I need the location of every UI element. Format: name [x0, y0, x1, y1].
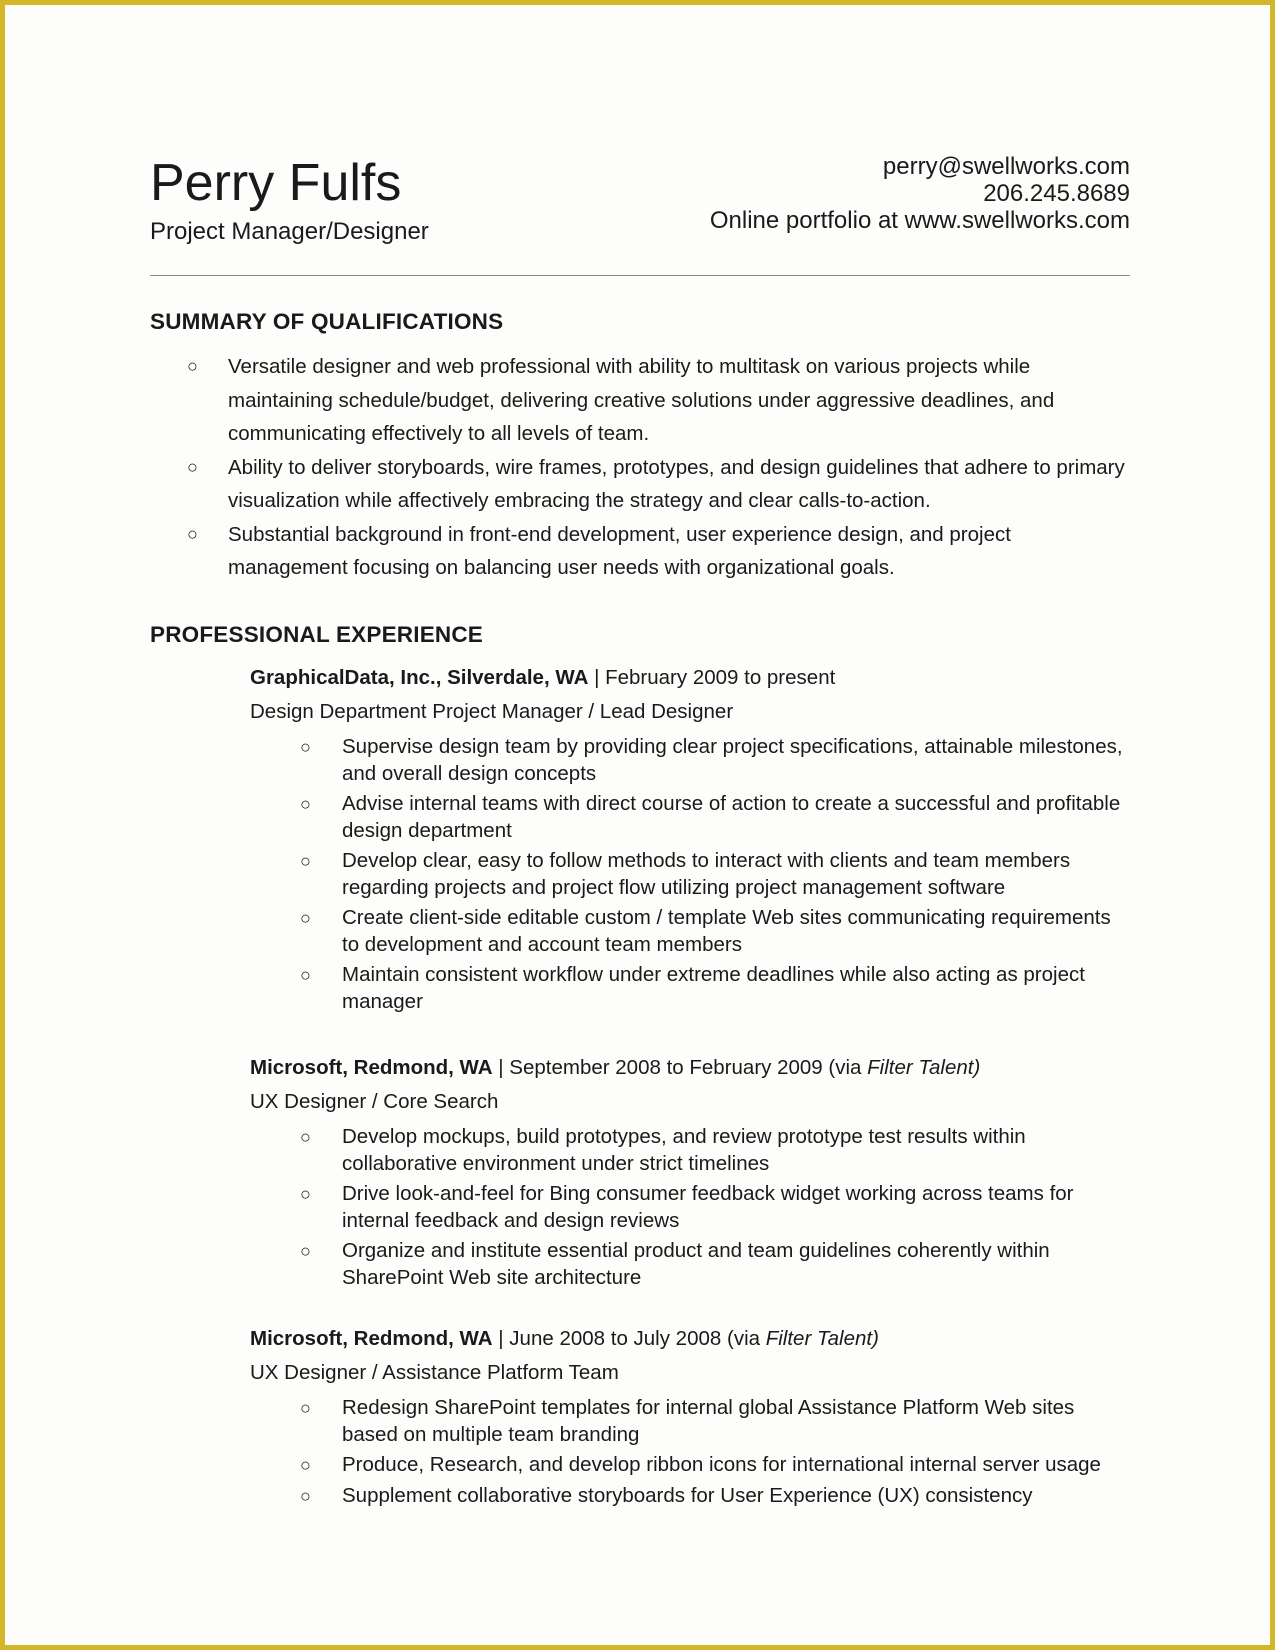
duty-text: Supplement collaborative storyboards for User Experience (UX) consistency	[342, 1483, 1033, 1507]
job-company: Microsoft, Redmond, WA	[250, 1327, 493, 1350]
duty-item	[250, 1124, 1130, 1177]
duty-item	[250, 962, 1130, 1015]
circle-bullet-icon: ○	[187, 356, 198, 376]
duty-item	[250, 734, 1130, 787]
duty-item	[250, 1483, 1130, 1510]
summary-item	[150, 350, 1130, 451]
duty-text: Advise internal teams with direct course of action to create a successful and profitable design department	[342, 792, 1121, 842]
job-header	[250, 664, 1130, 692]
job-dates: | February 2009 to present	[588, 666, 836, 689]
duty-text: Develop mockups, build prototypes, and review prototype test results within collaborative environment under strict timelines	[342, 1125, 1026, 1175]
summary-item	[150, 451, 1130, 518]
duty-item	[250, 1395, 1130, 1448]
job-title: UX Designer / Assistance Platform Team	[250, 1361, 619, 1384]
candidate-name: Perry Fulfs	[150, 154, 402, 212]
circle-bullet-icon: ○	[300, 1485, 311, 1506]
duty-text: Supervise design team by providing clear project specifications, attainable milestones, and overall design concepts	[342, 735, 1123, 785]
job-duties	[250, 734, 1130, 1015]
job-company: Microsoft, Redmond, WA	[250, 1056, 493, 1079]
duty-text: Redesign SharePoint templates for internal global Assistance Platform Web sites based on multiple team branding	[342, 1396, 1075, 1446]
circle-bullet-icon: ○	[300, 737, 311, 757]
job-entry	[250, 1054, 1130, 1295]
duty-text: Drive look-and-feel for Bing consumer feedback widget working across teams for internal feedback and design reviews	[342, 1182, 1074, 1232]
circle-bullet-icon: ○	[300, 1241, 311, 1261]
duty-item	[250, 905, 1130, 958]
circle-bullet-icon: ○	[300, 965, 311, 985]
job-via: Filter Talent)	[867, 1056, 981, 1079]
duty-text: Create client-side editable custom / template Web sites communicating requirements to development and account team members	[342, 906, 1111, 956]
circle-bullet-icon: ○	[187, 456, 198, 477]
summary-item-text: Versatile designer and web professional with ability to multitask on various projects while maintaining schedule/budget, delivering creative solutions under aggressive deadlines, and communicating effectively to all levels of team.	[228, 355, 1055, 445]
job-dates: | June 2008 to July 2008 (via	[492, 1327, 766, 1350]
duty-item	[250, 848, 1130, 901]
circle-bullet-icon: ○	[300, 1455, 311, 1475]
duty-text: Organize and institute essential product and team guidelines coherently within SharePoint Web site architecture	[342, 1239, 1050, 1289]
circle-bullet-icon: ○	[300, 794, 311, 814]
circle-bullet-icon: ○	[300, 1184, 311, 1204]
job-duties	[250, 1395, 1130, 1509]
job-duties	[250, 1124, 1130, 1291]
contact-portfolio[interactable]: Online portfolio at www.swellworks.com	[709, 207, 1130, 234]
job-title: UX Designer / Core Search	[250, 1090, 499, 1113]
job-company: GraphicalData, Inc., Silverdale, WA	[250, 666, 589, 689]
job-entry	[250, 1325, 1130, 1513]
job-header	[250, 1325, 1130, 1353]
duty-item	[250, 1181, 1130, 1234]
circle-bullet-icon: ○	[187, 523, 198, 544]
job-header	[250, 1054, 1130, 1082]
candidate-role: Project Manager/Designer	[150, 218, 429, 245]
resume-page	[5, 5, 1270, 1645]
circle-bullet-icon: ○	[300, 851, 311, 871]
summary-list	[150, 350, 1130, 585]
job-entry	[250, 664, 1130, 1019]
summary-heading: SUMMARY OF QUALIFICATIONS	[150, 309, 504, 334]
duty-text: Develop clear, easy to follow methods to interact with clients and team members regarding projects and project flow utilizing project management software	[342, 849, 1071, 899]
duty-text: Produce, Research, and develop ribbon icons for international internal server usage	[342, 1453, 1101, 1476]
summary-item-text: Substantial background in front-end development, user experience design, and project management focusing on balancing user needs with organizational goals.	[228, 522, 1011, 579]
contact-block	[710, 153, 1130, 234]
duty-item	[250, 1452, 1130, 1479]
duty-item	[250, 791, 1130, 844]
contact-phone: 206.245.8689	[983, 180, 1130, 207]
job-title: Design Department Project Manager / Lead Designer	[250, 700, 734, 723]
contact-email[interactable]: perry@swellworks.com	[882, 153, 1130, 180]
header-divider	[150, 275, 1130, 276]
circle-bullet-icon: ○	[300, 1127, 311, 1147]
duty-item	[250, 1238, 1130, 1291]
summary-item-text: Ability to deliver storyboards, wire frames, prototypes, and design guidelines that adhere to primary visualization while affectively embracing the strategy and clear calls-to-action.	[228, 455, 1125, 512]
summary-item	[150, 518, 1130, 585]
experience-heading: PROFESSIONAL EXPERIENCE	[150, 622, 484, 647]
job-dates: | September 2008 to February 2009 (via	[492, 1056, 868, 1079]
duty-text: Maintain consistent workflow under extreme deadlines while also acting as project manager	[342, 963, 1085, 1013]
circle-bullet-icon: ○	[300, 908, 311, 928]
job-via: Filter Talent)	[765, 1327, 879, 1350]
circle-bullet-icon: ○	[300, 1398, 311, 1418]
